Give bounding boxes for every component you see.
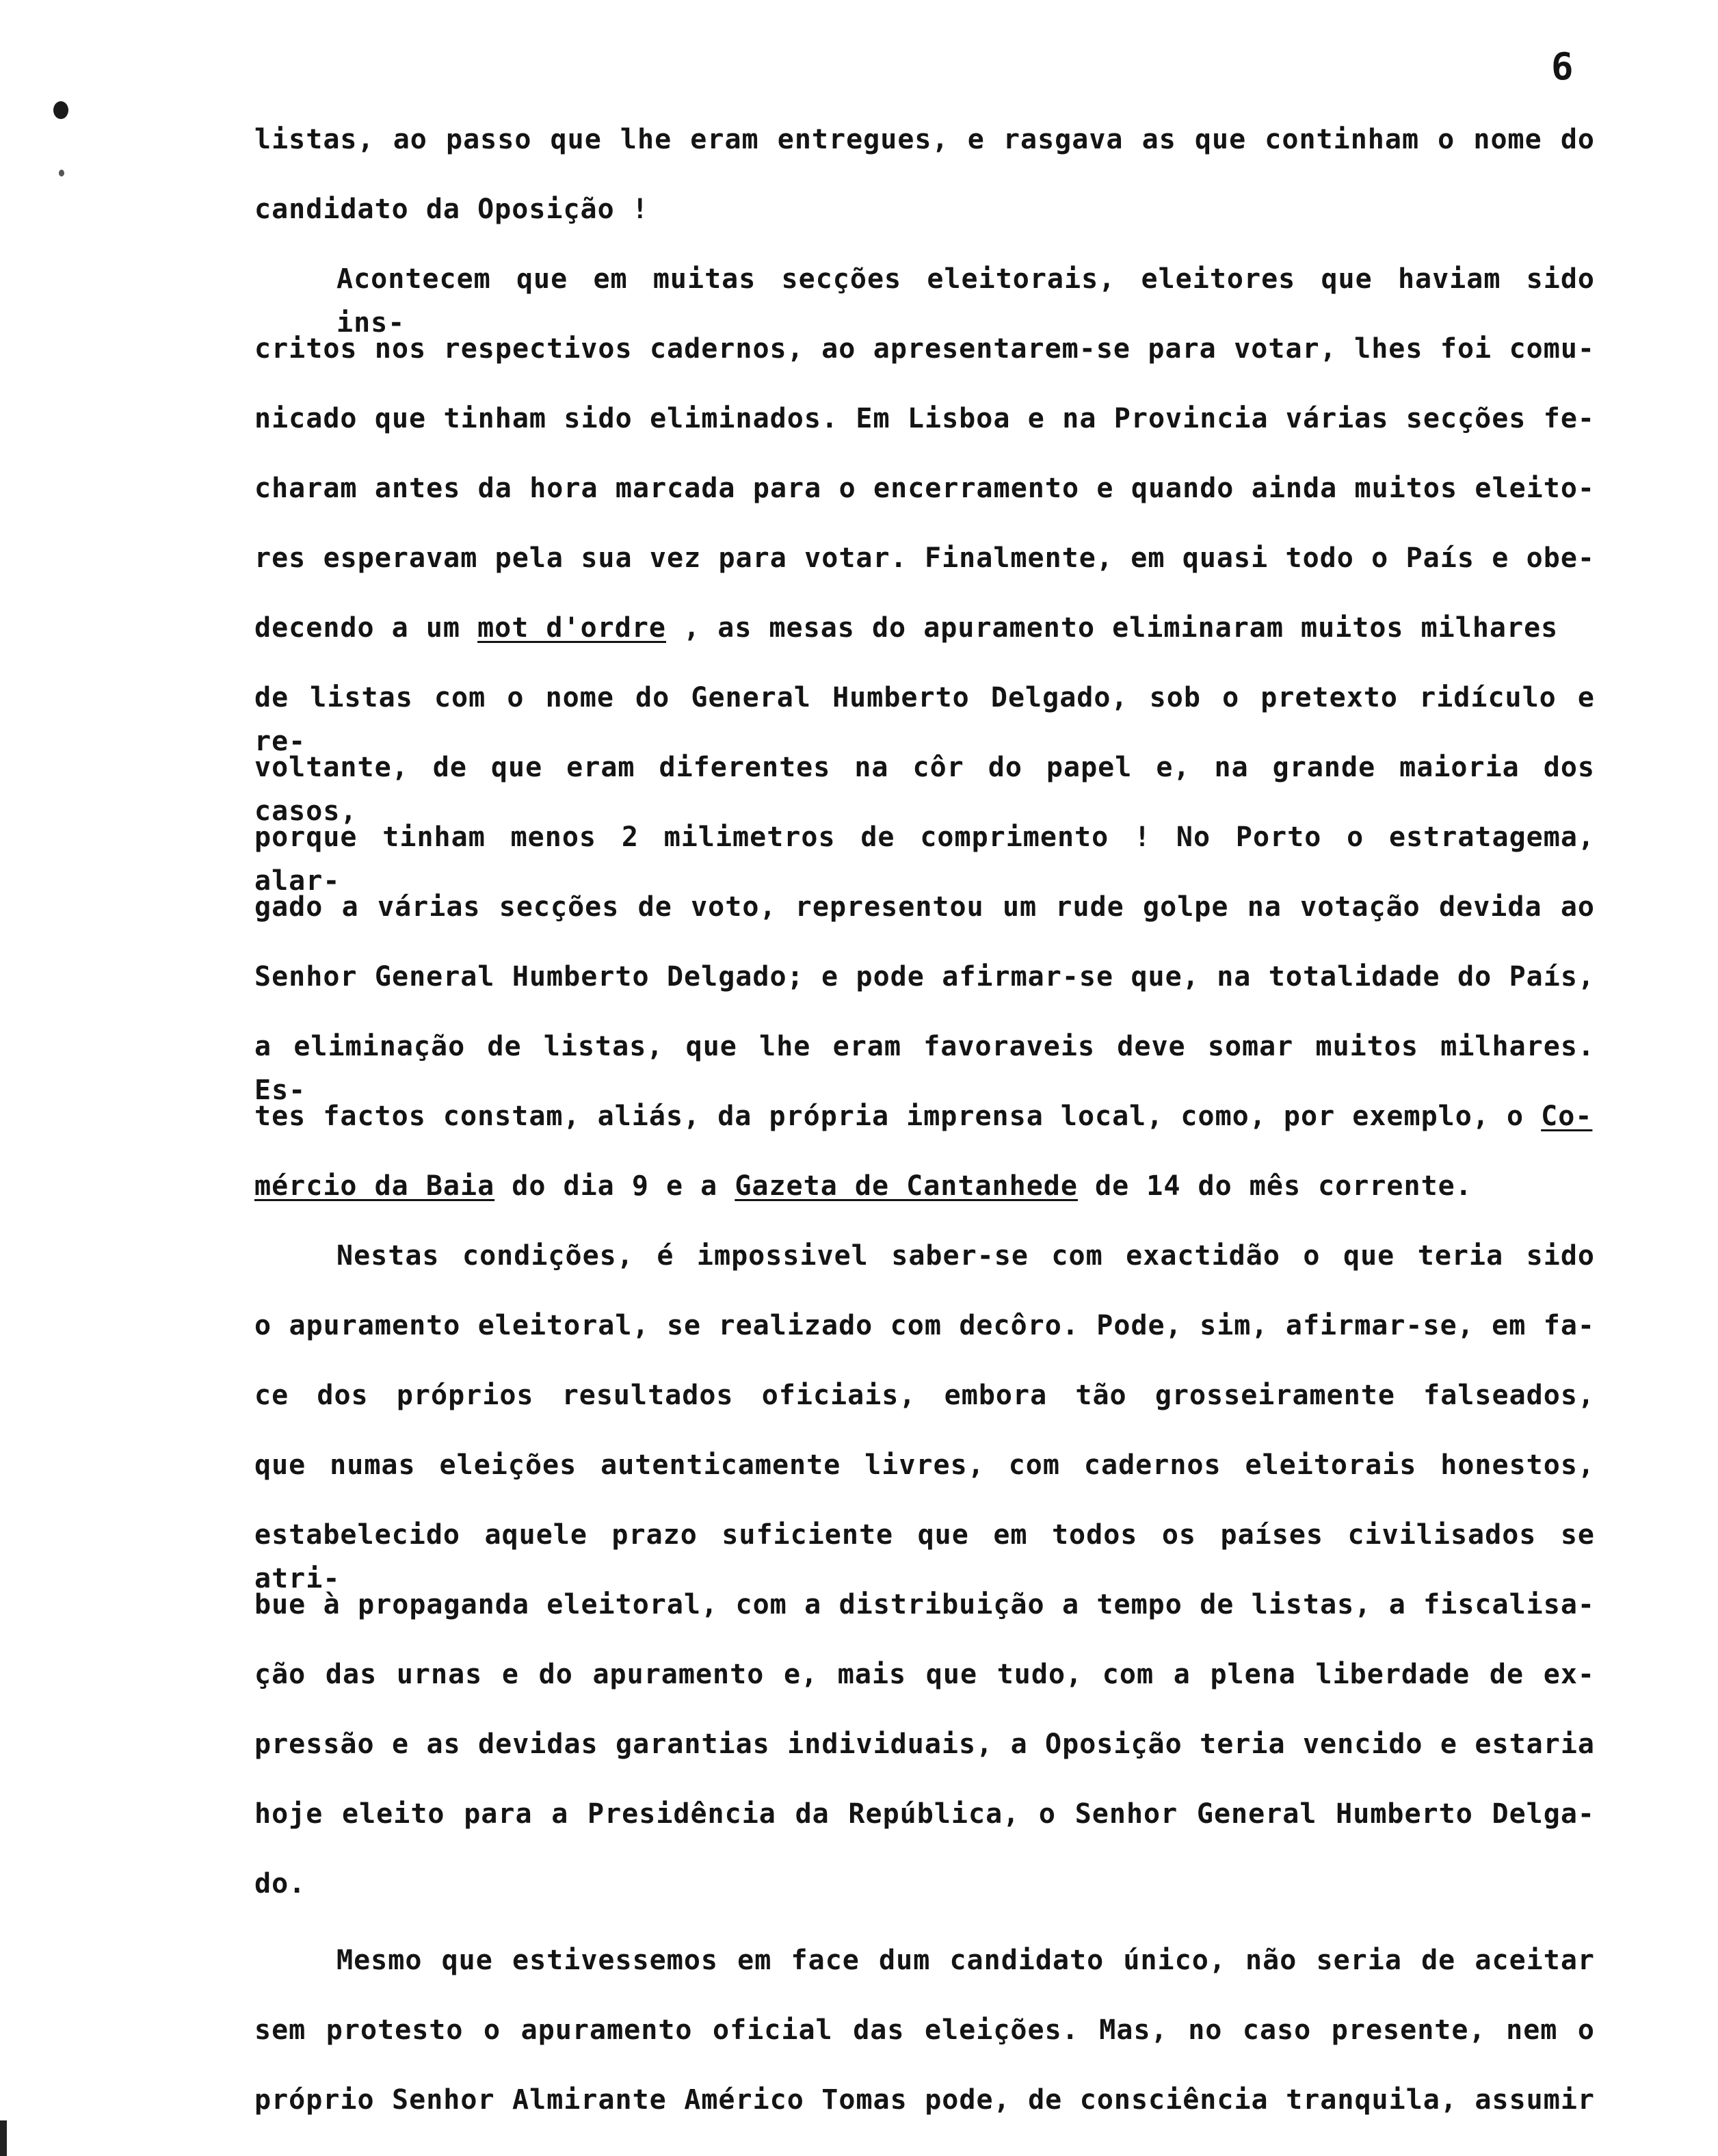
punch-hole-mark (53, 101, 68, 119)
text-line: de listas com o nome do General Humberto Delgado, sob o pretexto ridículo e re- (254, 682, 1595, 757)
text-line: porque tinham menos 2 milimetros de comprimento ! No Porto o estratagema, alar- (254, 821, 1595, 897)
text-line: próprio Senhor Almirante Américo Tomas pode, de consciência tranquila, assumir (254, 2084, 1595, 2116)
text-line: res esperavam pela sua vez para votar. Finalmente, em quasi todo o País e obe- (254, 542, 1595, 574)
text-line: o apuramento eleitoral, se realizado com decôro. Pode, sim, afirmar-se, em fa- (254, 1310, 1595, 1341)
newspaper-title: Co- (1541, 1101, 1593, 1132)
text-segment: , as mesas do apuramento eliminaram muitos milhares (665, 612, 1559, 644)
text-segment: decendo a um (254, 612, 478, 644)
text-segment: tes factos constam, aliás, da própria imprensa local, como, por exemplo, o (254, 1101, 1542, 1132)
page-edge-mark (0, 2120, 7, 2156)
text-line: hoje eleito para a Presidência da República, o Senhor General Humberto Delga- (254, 1798, 1595, 1830)
text-line: estabelecido aquele prazo suficiente que em todos os países civilisados se atri- (254, 1519, 1595, 1594)
text-line: a eliminação de listas, que lhe eram favoraveis deve somar muitos milhares. Es- (254, 1031, 1595, 1106)
text-line-with-emphasis (254, 1164, 1595, 1208)
newspaper-title: Gazeta de Cantanhede (735, 1170, 1078, 1202)
text-line: sem protesto o apuramento oficial das eleições. Mas, no caso presente, nem o (254, 2014, 1595, 2046)
text-line: bue à propaganda eleitoral, com a distribuição a tempo de listas, a fiscalisa- (254, 1589, 1595, 1620)
text-line: nicado que tinham sido eliminados. Em Lisboa e na Provincia várias secções fe- (254, 403, 1595, 434)
paragraph-start-line: Acontecem que em muitas secções eleitorais, eleitores que haviam sido ins- (336, 263, 1595, 339)
text-line-with-emphasis (254, 606, 1595, 650)
text-line-with-emphasis (254, 1094, 1595, 1138)
page-number: 6 (1551, 45, 1574, 88)
text-segment: de 14 do mês corrente. (1077, 1170, 1472, 1202)
text-line: do. (254, 1868, 306, 1899)
text-line: listas, ao passo que lhe eram entregues, e rasgava as que continham o nome do (254, 124, 1595, 155)
text-line: candidato da Oposição ! (254, 194, 649, 225)
paragraph-start-line: Mesmo que estivessemos em face dum candidato único, não seria de aceitar (336, 1945, 1595, 1976)
text-line: charam antes da hora marcada para o encerramento e quando ainda muitos eleito- (254, 473, 1595, 504)
text-line: gado a várias secções de voto, representou um rude golpe na votação devida ao (254, 891, 1595, 923)
text-line: pressão e as devidas garantias individuais, a Oposição teria vencido e estaria (254, 1728, 1595, 1760)
text-line: critos nos respectivos cadernos, ao apresentarem-se para votar, lhes foi comu- (254, 333, 1595, 365)
newspaper-title: mércio da Baia (254, 1170, 495, 1202)
text-line: que numas eleições autenticamente livres, com cadernos eleitorais honestos, (254, 1449, 1595, 1481)
scan-speck (59, 170, 64, 176)
text-line: voltante, de que eram diferentes na côr do papel e, na grande maioria dos casos, (254, 752, 1595, 827)
paragraph-start-line: Nestas condições, é impossivel saber-se com exactidão o que teria sido (336, 1240, 1595, 1272)
text-segment: do dia 9 e a (494, 1170, 735, 1202)
text-line: Senhor General Humberto Delgado; e pode afirmar-se que, na totalidade do País, (254, 961, 1595, 992)
text-line: ce dos próprios resultados oficiais, embora tão grosseiramente falseados, (254, 1380, 1595, 1411)
text-line: ção das urnas e do apuramento e, mais que tudo, com a plena liberdade de ex- (254, 1659, 1595, 1690)
underlined-phrase: mot d'ordre (477, 612, 666, 644)
